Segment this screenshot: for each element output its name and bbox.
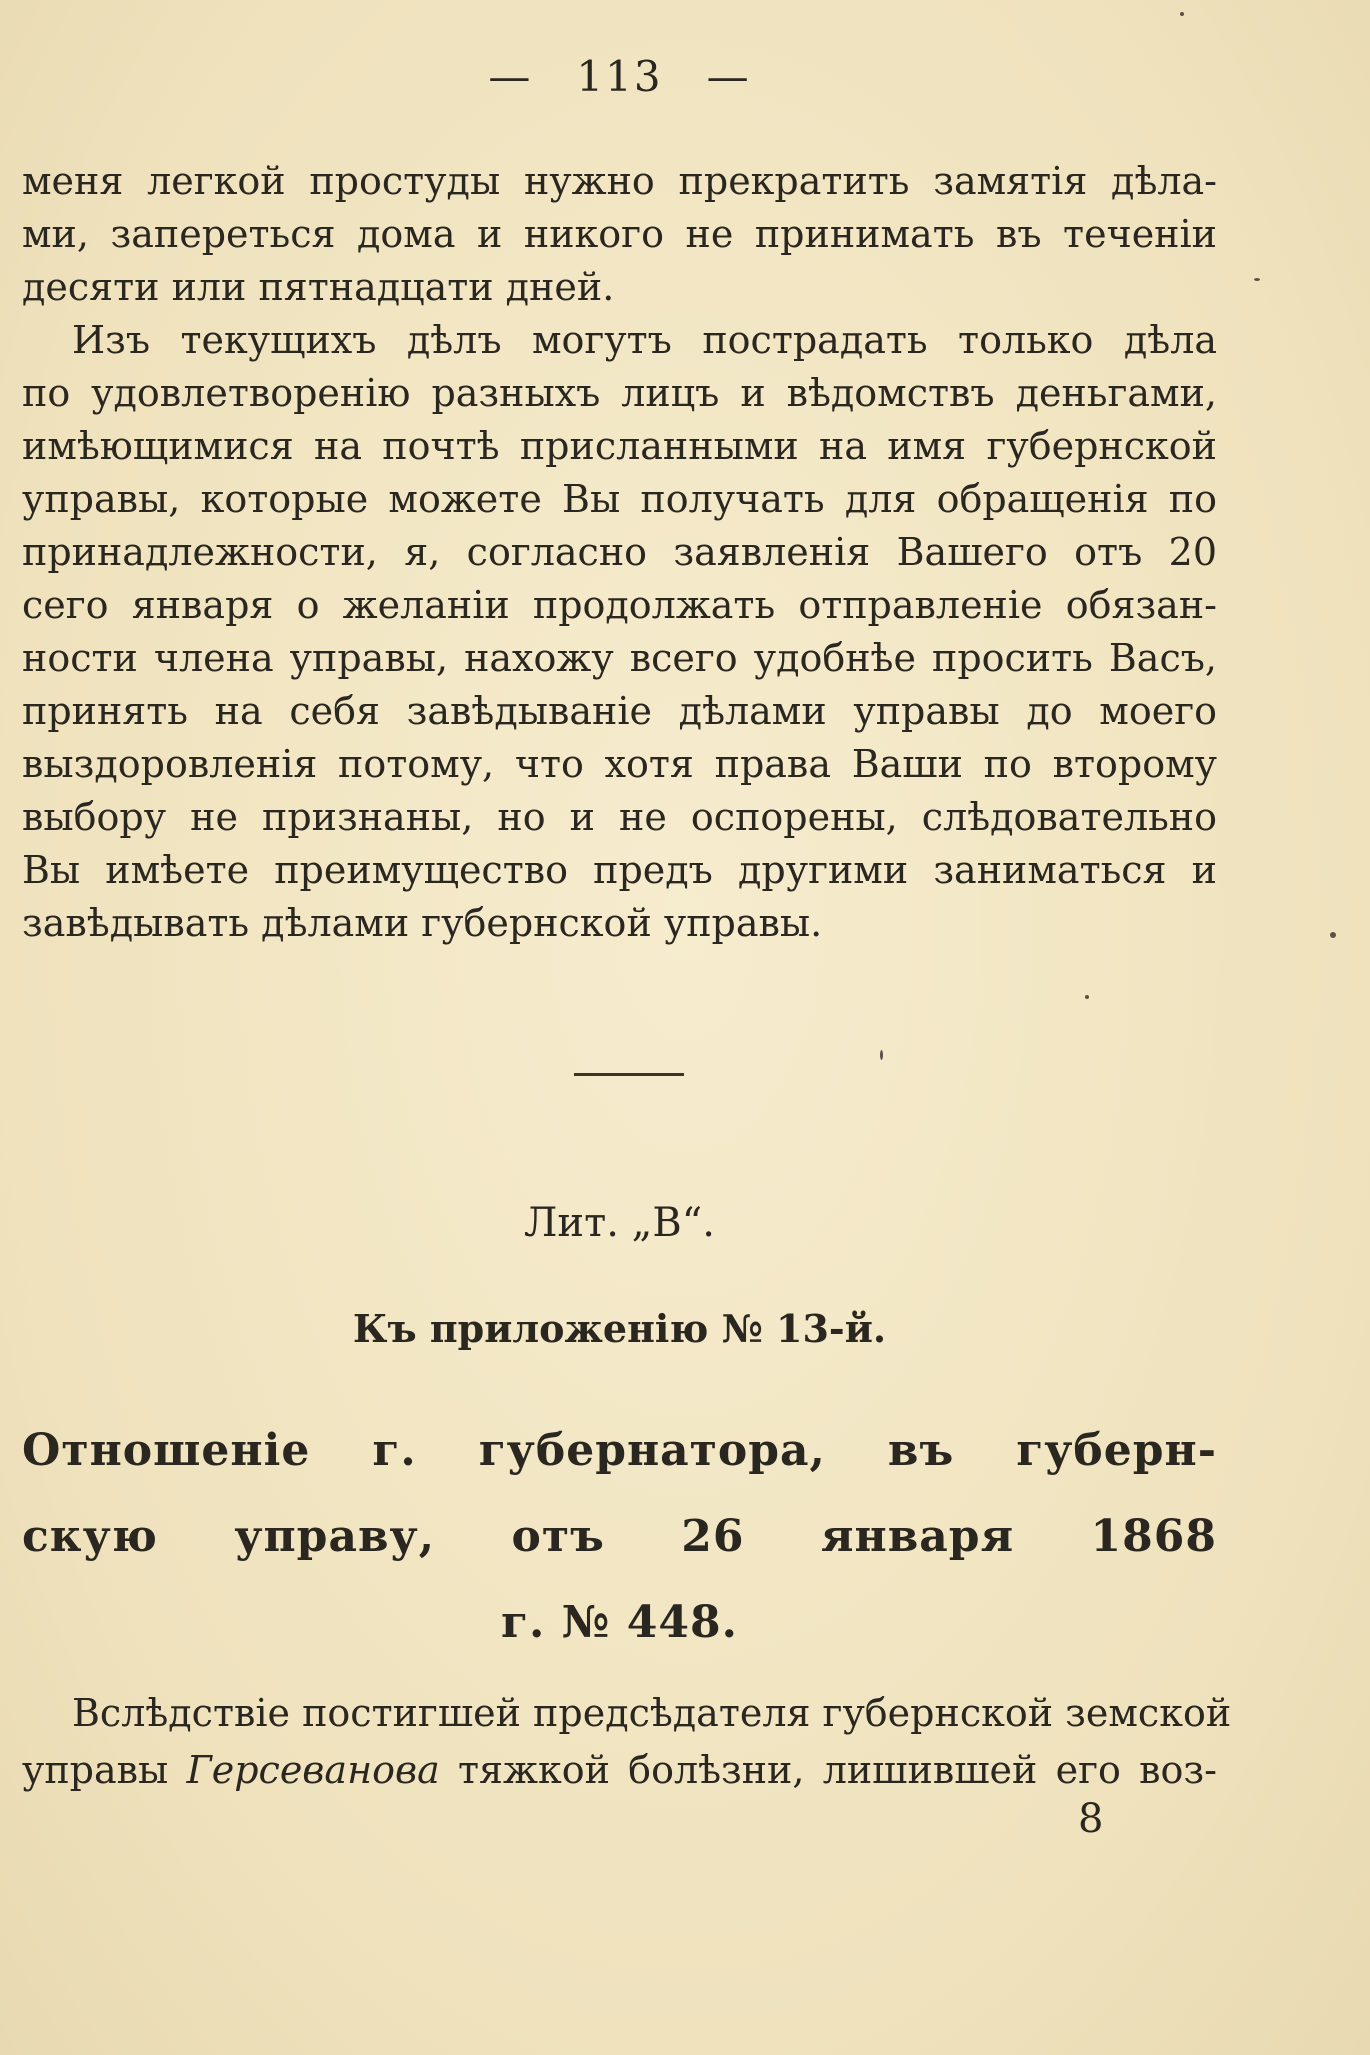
text-line: десяти или пятнадцати дней. — [22, 265, 615, 309]
text-line: принять на себя завѣдываніе дѣлами управы до моего — [22, 689, 1217, 733]
left-dash: — — [488, 52, 533, 101]
paper-speck — [1330, 932, 1336, 938]
text-line-with-italic: управы Герсеванова тяжкой болѣзни, лишившей его воз- — [22, 1748, 1217, 1792]
appendix-title: Къ приложенію № 13-й. — [352, 1306, 887, 1351]
body-text-bottom — [22, 1685, 1232, 1799]
text-line: меня легкой простуды нужно прекратить замятія дѣла- — [22, 159, 1217, 203]
text-line: по удовлетворенію разныхъ лицъ и вѣдомствъ деньгами, — [22, 371, 1217, 415]
text-line: Изъ текущихъ дѣлъ могутъ пострадать только дѣла — [72, 318, 1217, 362]
text-line: управы, которые можете Вы получать для обращенія по — [22, 477, 1217, 521]
text-line: сего января о желаніи продолжать отправленіе обязан- — [22, 583, 1217, 627]
paper-speck — [880, 1050, 883, 1060]
page-number: 113 — [576, 52, 663, 101]
text-line: ми, запереться дома и никого не принимать въ теченіи — [22, 212, 1217, 256]
text-line: принадлежности, я, согласно заявленія Вашего отъ 20 — [22, 530, 1217, 574]
section-separator — [574, 1073, 684, 1076]
heading-line: Отношеніе г. губернатора, въ губерн- — [22, 1425, 1217, 1476]
heading-line: скую управу, отъ 26 января 1868 — [22, 1511, 1217, 1562]
text-line: выздоровленія потому, что хотя права Ваши по второму — [22, 742, 1217, 786]
text-line: имѣющимися на почтѣ присланными на имя губернской — [22, 424, 1217, 468]
paper-speck — [1180, 12, 1184, 16]
text-line: завѣдывать дѣлами губернской управы. — [22, 901, 823, 945]
page-number-header — [22, 52, 1217, 101]
paper-speck — [1085, 995, 1089, 999]
paper-speck — [1254, 278, 1260, 281]
document-heading — [22, 1408, 1217, 1666]
italic-surname: Герсеванова — [186, 1748, 440, 1792]
text-line: Вы имѣете преимущество предъ другими заниматься и — [22, 848, 1217, 892]
signature-mark: 8 — [1078, 1796, 1104, 1842]
text-line: ности члена управы, нахожу всего удобнѣе просить Васъ, — [22, 636, 1217, 680]
heading-line: г. № 448. — [501, 1597, 738, 1648]
right-dash: — — [706, 52, 751, 101]
body-text-top — [22, 155, 1217, 950]
text-line: выбору не признаны, но и не оспорены, слѣдовательно — [22, 795, 1217, 839]
lit-label: Лит. „В“. — [524, 1200, 715, 1246]
document-page — [22, 0, 1232, 2055]
text-line: Вслѣдствіе постигшей предсѣдателя губернской земской — [72, 1691, 1232, 1735]
